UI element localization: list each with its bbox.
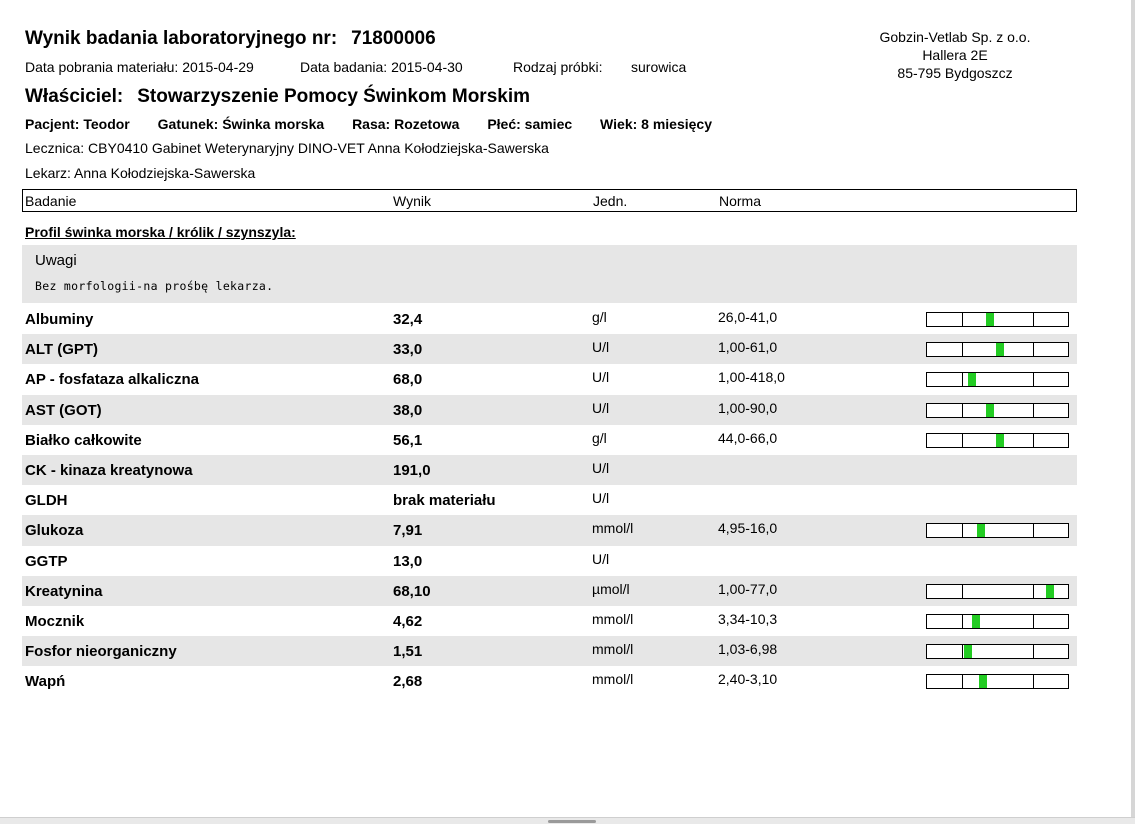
test-unit: mmol/l (592, 610, 634, 627)
test-result: 191,0 (393, 461, 431, 479)
test-unit: U/l (592, 339, 610, 356)
page-scroll-edge[interactable] (1131, 0, 1135, 824)
test-norm: 1,00-90,0 (718, 399, 778, 416)
results-table (22, 304, 1077, 696)
test-result: 33,0 (393, 341, 423, 359)
lab-info (865, 28, 1045, 82)
test-unit: mmol/l (592, 641, 634, 658)
test-unit: g/l (592, 309, 607, 325)
table-row (22, 576, 1077, 606)
doctor-line: Lekarz: Anna Kołodziejska-Sawerska (25, 165, 256, 181)
table-row (22, 304, 1077, 334)
patient-age: Wiek: 8 miesięcy (600, 116, 712, 132)
test-norm: 1,00-61,0 (718, 339, 778, 356)
test-result: 68,10 (393, 582, 431, 600)
range-gauge-tick (1033, 313, 1034, 326)
test-result: 56,1 (393, 431, 423, 449)
patient-species: Gatunek: Świnka morska (157, 116, 325, 132)
test-norm: 4,95-16,0 (718, 520, 778, 537)
range-gauge-tick (1033, 343, 1034, 356)
range-gauge-marker (977, 524, 985, 537)
report-title-label: Wynik badania laboratoryjnego nr: (25, 28, 338, 49)
range-gauge (926, 312, 1069, 327)
test-norm: 1,00-418,0 (718, 369, 785, 386)
test-unit: U/l (592, 369, 610, 386)
range-gauge-tick (1033, 645, 1034, 658)
range-gauge-tick (962, 585, 963, 598)
range-gauge-marker (972, 615, 980, 628)
test-result: 68,0 (393, 371, 423, 389)
range-gauge-tick (1033, 434, 1034, 447)
range-gauge-marker (996, 343, 1004, 356)
test-result: brak materiału (393, 492, 496, 510)
table-row (22, 364, 1077, 394)
range-gauge-tick (962, 615, 963, 628)
test-name: Glukoza (25, 522, 84, 540)
test-result: 13,0 (393, 552, 423, 570)
exam-date: Data badania: 2015-04-30 (300, 59, 463, 75)
test-result: 2,68 (393, 673, 423, 691)
test-result: 7,91 (393, 522, 423, 540)
range-gauge (926, 523, 1069, 538)
test-unit: g/l (592, 429, 607, 446)
range-gauge (926, 614, 1069, 629)
test-unit: U/l (592, 399, 610, 416)
sample-type: surowica (631, 59, 687, 75)
range-gauge-marker (986, 404, 994, 417)
test-result: 38,0 (393, 401, 423, 419)
profile-title: Profil świnka morska / królik / szynszyla: (25, 224, 296, 240)
test-unit: U/l (592, 459, 610, 476)
header-norm: Norma (719, 193, 762, 209)
notes-title: Uwagi (35, 252, 77, 269)
patient-breed: Rasa: Rozetowa (352, 116, 460, 132)
table-row (22, 395, 1077, 425)
range-gauge (926, 644, 1069, 659)
test-unit: U/l (592, 550, 610, 567)
test-result: 1,51 (393, 643, 423, 661)
test-norm: 26,0-41,0 (718, 309, 778, 325)
test-name: AP - fosfataza alkaliczna (25, 371, 199, 389)
lab-name: Gobzin-Vetlab Sp. z o.o. (879, 29, 1031, 45)
table-row (22, 515, 1077, 545)
sample-type-label: Rodzaj próbki: (513, 59, 603, 75)
bottom-resize-grip[interactable] (548, 820, 596, 823)
range-gauge-tick (1033, 675, 1034, 688)
owner-label: Właściciel: (25, 86, 124, 107)
range-gauge-marker (968, 373, 976, 386)
test-name: AST (GOT) (25, 401, 102, 419)
clinic-line: Lecznica: CBY0410 Gabinet Weterynaryjny DINO-VET Anna Kołodziejska-Sawerska (25, 140, 549, 156)
test-unit: U/l (592, 490, 610, 507)
test-name: GLDH (25, 492, 68, 510)
test-name: GGTP (25, 552, 68, 570)
range-gauge (926, 433, 1069, 448)
range-gauge (926, 584, 1069, 599)
range-gauge-marker (986, 313, 994, 326)
range-gauge-marker (996, 434, 1004, 447)
header-unit: Jedn. (593, 193, 628, 209)
range-gauge (926, 372, 1069, 387)
page-bottom-edge (0, 817, 1135, 824)
range-gauge-tick (962, 404, 963, 417)
test-unit: mmol/l (592, 520, 634, 537)
table-row (22, 334, 1077, 364)
test-name: Albuminy (25, 311, 94, 328)
range-gauge-marker (964, 645, 972, 658)
range-gauge-tick (1033, 373, 1034, 386)
test-name: Fosfor nieorganiczny (25, 643, 177, 661)
table-row (22, 666, 1077, 696)
notes-box (22, 245, 1077, 303)
patient-name: Pacjent: Teodor (25, 116, 130, 132)
range-gauge (926, 403, 1069, 418)
table-row (22, 546, 1077, 576)
test-name: Mocznik (25, 612, 85, 630)
notes-text: Bez morfologii-na prośbę lekarza. (35, 279, 274, 293)
test-norm: 44,0-66,0 (718, 429, 778, 446)
test-name: Białko całkowite (25, 431, 142, 449)
range-gauge-tick (962, 373, 963, 386)
range-gauge (926, 674, 1069, 689)
range-gauge-tick (1033, 524, 1034, 537)
table-row (22, 425, 1077, 455)
owner-name: Stowarzyszenie Pomocy Świnkom Morskim (137, 86, 531, 107)
range-gauge (926, 342, 1069, 357)
patient-sex: Płeć: samiec (487, 116, 573, 132)
table-row (22, 606, 1077, 636)
range-gauge-tick (1033, 615, 1034, 628)
test-norm: 1,03-6,98 (718, 641, 778, 658)
patient-line (25, 116, 736, 132)
test-name: Wapń (25, 673, 66, 691)
table-row (22, 485, 1077, 515)
range-gauge-tick (1033, 585, 1034, 598)
test-name: CK - kinaza kreatynowa (25, 461, 193, 479)
range-gauge-tick (1033, 404, 1034, 417)
range-gauge-tick (962, 524, 963, 537)
range-gauge-tick (962, 343, 963, 356)
lab-street: Hallera 2E (922, 47, 988, 63)
range-gauge-tick (962, 675, 963, 688)
table-row (22, 455, 1077, 485)
collection-date: Data pobrania materiału: 2015-04-29 (25, 59, 254, 75)
range-gauge-tick (962, 313, 963, 326)
test-norm: 1,00-77,0 (718, 580, 778, 597)
header-test: Badanie (25, 193, 77, 209)
test-name: Kreatynina (25, 582, 103, 600)
range-gauge-tick (962, 434, 963, 447)
report-number: 71800006 (351, 28, 436, 49)
header-result: Wynik (393, 193, 431, 209)
range-gauge-marker (979, 675, 987, 688)
test-result: 4,62 (393, 612, 423, 630)
range-gauge-tick (962, 645, 963, 658)
range-gauge-marker (1046, 585, 1054, 598)
test-norm: 3,34-10,3 (718, 610, 778, 627)
lab-city: 85-795 Bydgoszcz (897, 65, 1013, 81)
test-name: ALT (GPT) (25, 341, 99, 359)
test-unit: mmol/l (592, 671, 634, 688)
table-row (22, 636, 1077, 666)
owner-line (25, 86, 530, 108)
test-norm: 2,40-3,10 (718, 671, 778, 688)
table-header (22, 189, 1077, 212)
test-result: 32,4 (393, 311, 423, 328)
report-title (25, 28, 436, 50)
test-unit: µmol/l (592, 580, 630, 597)
